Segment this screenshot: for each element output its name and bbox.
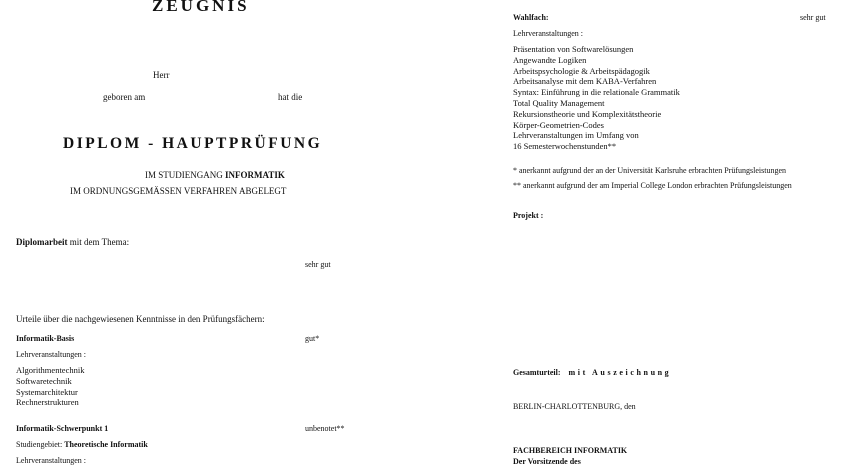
basis-lv-label: Lehrveranstaltungen : (16, 350, 86, 359)
studiengang-prefix: IM STUDIENGANG (145, 170, 223, 180)
list-item: Angewandte Logiken (513, 54, 587, 65)
diplomarbeit-label: Diplomarbeit (16, 237, 68, 247)
studiengang-line (145, 170, 285, 180)
projekt-label: Projekt : (513, 211, 544, 220)
birthdate-label: geboren am (103, 92, 146, 102)
schwerpunkt-label: Informatik-Schwerpunkt 1 (16, 424, 109, 433)
document-title: ZEUGNIS (152, 0, 250, 15)
diplomarbeit-grade: sehr gut (305, 260, 331, 269)
diplomarbeit-rest: mit dem Thema: (69, 237, 130, 247)
list-item: Arbeitspsychologie & Arbeitspädagogik (513, 65, 650, 76)
footnote-london: ** anerkannt aufgrund der am Imperial College London erbrachten Prüfungsleistungen (513, 181, 792, 190)
exam-title: DIPLOM - HAUPTPRÜFUNG (63, 135, 323, 152)
list-item: Arbeitsanalyse mit dem KABA-Verfahren (513, 76, 657, 87)
list-item: Rekursionstheorie und Komplexitätstheorie (513, 108, 662, 119)
basis-course-list (16, 365, 84, 408)
list-item: Softwaretechnik (16, 375, 72, 386)
studiengebiet-line (16, 440, 148, 449)
wahlfach-grade: sehr gut (800, 13, 826, 22)
wahlfach-label: Wahlfach: (513, 13, 549, 22)
gesamturteil-line (513, 368, 671, 377)
basis-grade: gut* (305, 334, 320, 343)
list-item: 16 Semesterwochenstunden** (513, 141, 617, 152)
basis-label: Informatik-Basis (16, 334, 75, 343)
list-item: Algorithmentechnik (16, 365, 85, 375)
place-date: BERLIN-CHARLOTTENBURG, den (513, 402, 636, 411)
list-item: Lehrveranstaltungen im Umfang von (513, 130, 639, 141)
gesamturteil-label: Gesamturteil: (513, 368, 561, 377)
list-item: Rechnerstrukturen (16, 397, 79, 408)
studiengebiet-prefix: Studiengebiet: (16, 440, 63, 449)
list-item: Systemarchitektur (16, 386, 78, 397)
studiengebiet-name: Theoretische Informatik (64, 440, 148, 449)
footnote-karlsruhe: * anerkannt aufgrund der an der Universität Karlsruhe erbrachten Prüfungsleistungen (513, 166, 787, 175)
wahlfach-course-list (513, 44, 680, 152)
schwerpunkt-grade: unbenotet** (305, 424, 345, 433)
hat-die-text: hat die (278, 92, 303, 102)
list-item: Total Quality Management (513, 97, 605, 108)
schwerpunkt-lv-label: Lehrveranstaltungen : (16, 456, 86, 465)
list-item: Körper-Geometrien-Codes (513, 119, 604, 130)
diplomarbeit-line (16, 237, 129, 247)
fachbereich-heading: FACHBEREICH INFORMATIK (513, 446, 628, 455)
vorsitzende-line: Der Vorsitzende des (513, 457, 581, 466)
list-item: Präsentation von Softwarelösungen (513, 44, 634, 54)
urteile-text: Urteile über die nachgewiesenen Kenntnisse in den Prüfungsfächern: (16, 314, 265, 324)
list-item: Syntax: Einführung in die relationale Grammatik (513, 87, 680, 98)
verfahren-line: IM ORDNUNGSGEMÄSSEN VERFAHREN ABGELEGT (70, 186, 287, 196)
gesamturteil-value: mit Auszeichnung (568, 368, 672, 377)
wahlfach-lv-label: Lehrveranstaltungen : (513, 29, 583, 38)
salutation: Herr (153, 70, 170, 80)
studiengang-name: INFORMATIK (225, 170, 285, 180)
